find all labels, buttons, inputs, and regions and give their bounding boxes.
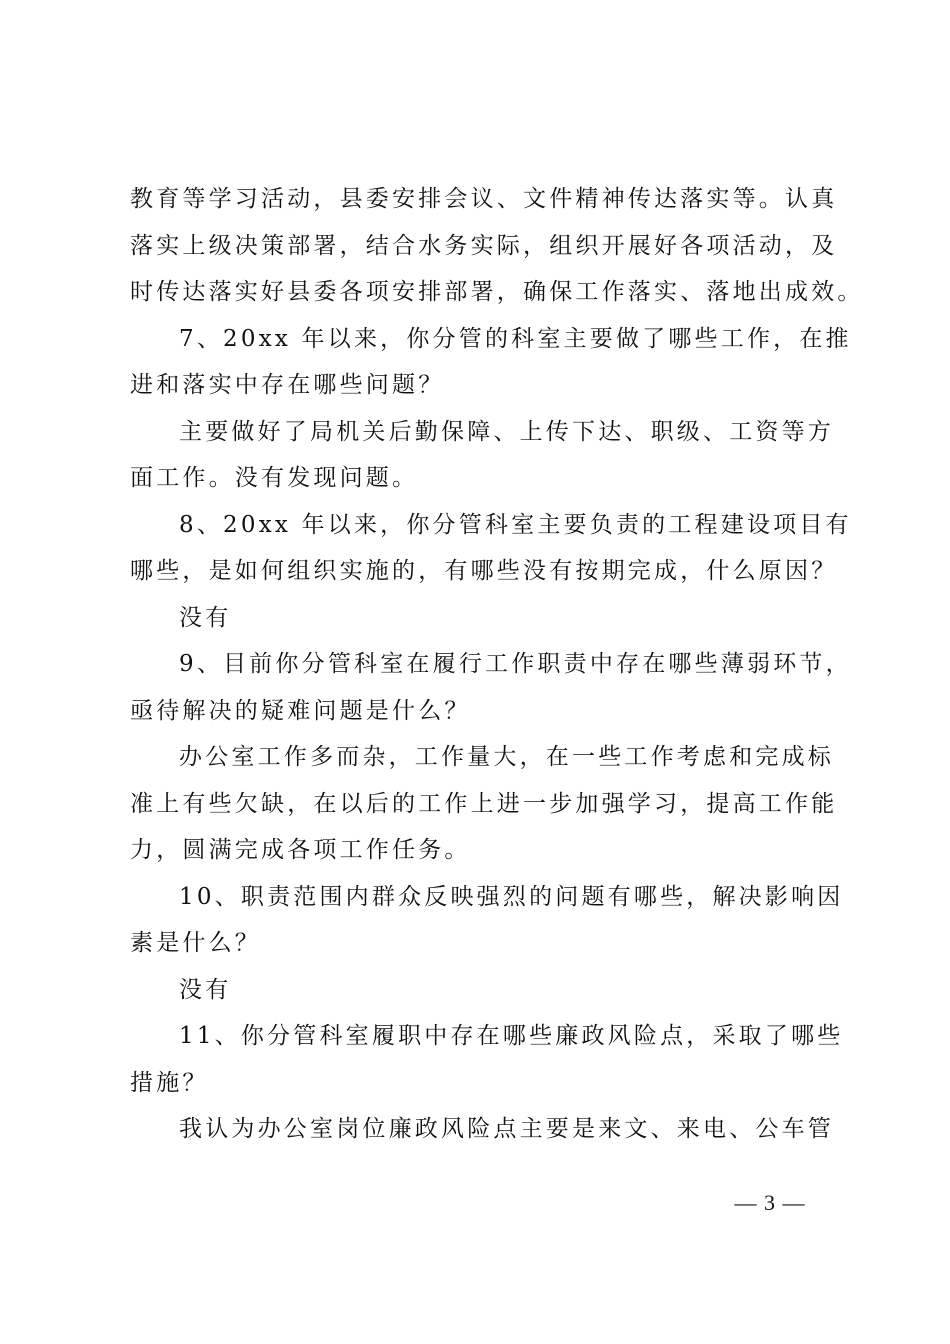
question-10-continuation: 素是什么？ (130, 930, 261, 956)
answer-7-continuation: 面工作。没有发现问题。 (130, 465, 419, 491)
page-number: — 3 — (734, 1190, 806, 1215)
text-line-continuation: 教育等学习活动，县委安排会议、文件精神传达落实等。认真 (130, 186, 838, 212)
question-11: 11、你分管科室履职中存在哪些廉政风险点，采取了哪些 (179, 1023, 844, 1049)
text-line-continuation: 落实上级决策部署，结合水务实际，组织开展好各项活动，及 (130, 232, 838, 259)
answer-7: 主要做好了局机关后勤保障、上传下达、职级、工资等方 (179, 418, 834, 445)
question-8: 8、20xx 年以来，你分管科室主要负责的工程建设项目有 (179, 511, 852, 538)
question-8-continuation: 哪些，是如何组织实施的，有哪些没有按期完成，什么原因？ (130, 558, 838, 584)
question-9-continuation: 亟待解决的疑难问题是什么？ (130, 697, 471, 724)
question-10: 10、职责范围内群众反映强烈的问题有哪些，解决影响因 (179, 883, 844, 910)
document-body (130, 176, 864, 1153)
answer-11: 我认为办公室岗位廉政风险点主要是来文、来电、公车管 (179, 1116, 834, 1142)
answer-9-continuation: 力，圆满完成各项工作任务。 (130, 837, 471, 863)
question-11-continuation: 措施？ (130, 1069, 209, 1096)
answer-10: 没有 (179, 976, 232, 1003)
text-line-continuation: 时传达落实好县委各项安排部署，确保工作落实、落地出成效。 (130, 279, 864, 305)
question-7: 7、20xx 年以来，你分管的科室主要做了哪些工作，在推 (179, 325, 852, 352)
question-7-continuation: 进和落实中存在哪些问题？ (130, 372, 445, 398)
answer-9: 办公室工作多而杂，工作量大，在一些工作考虑和完成标 (179, 744, 834, 770)
answer-8: 没有 (179, 604, 232, 631)
answer-9-continuation: 准上有些欠缺，在以后的工作上进一步加强学习，提高工作能 (130, 790, 838, 817)
question-9: 9、目前你分管科室在履行工作职责中存在哪些薄弱环节， (179, 651, 852, 677)
